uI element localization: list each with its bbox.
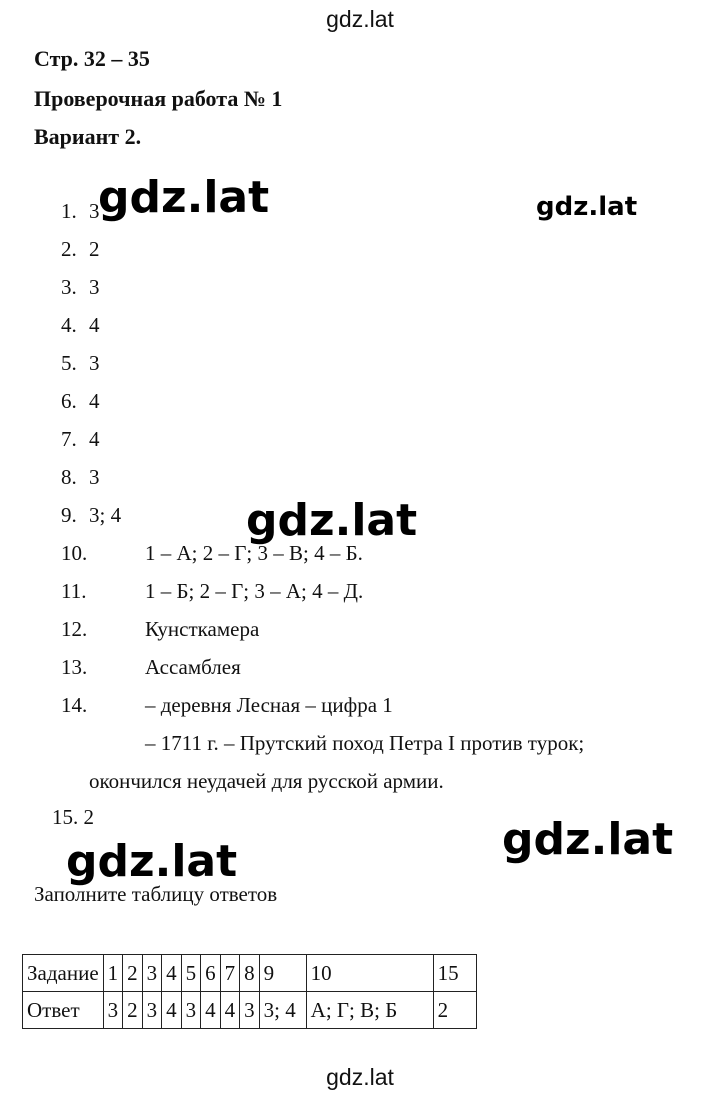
- answer-cell: 4: [201, 992, 221, 1029]
- task-cell: 2: [123, 955, 143, 992]
- answer-14-continuation: – 1711 г. – Прутский поход Петра I против турок;: [145, 731, 585, 755]
- task-cell: 1: [103, 955, 123, 992]
- task-cell: 4: [162, 955, 182, 992]
- answer-cell: 3; 4: [259, 992, 306, 1029]
- variant-label: Вариант 2.: [34, 124, 142, 149]
- page-title: Проверочная работа № 1: [34, 86, 283, 111]
- answer-cell: А; Г; В; Б: [306, 992, 433, 1029]
- table-caption: Заполните таблицу ответов: [34, 882, 278, 906]
- table-row: [23, 955, 477, 992]
- answer-cell: 3: [181, 992, 201, 1029]
- task-cell: 15: [433, 955, 476, 992]
- answers-long-list: 10. 1 – А; 2 – Г; 3 – В; 4 – Б. 11. 1 – Б; 2 – Г; 3 – А; 4 – Д. 12. Кунсткамера 13. Ассамблея 14. – деревня Лесная – цифра 1: [61, 541, 393, 717]
- watermark-large: gdz.lat: [502, 814, 674, 865]
- table-row: [23, 992, 477, 1029]
- answer-14-continuation: окончился неудачей для русской армии.: [89, 769, 444, 793]
- answer-cell: 3: [142, 992, 162, 1029]
- table-row-header: Задание: [23, 955, 104, 992]
- answer-cell: 3: [240, 992, 260, 1029]
- answer-cell: 2: [123, 992, 143, 1029]
- answers-short-list: 1. 3 2. 2 3. 3 4. 4 5. 3 6. 4 7. 4 8. 3 9. 3; 4: [61, 199, 122, 527]
- task-cell: 10: [306, 955, 433, 992]
- task-cell: 5: [181, 955, 201, 992]
- watermark-large: gdz.lat: [246, 495, 418, 546]
- watermark-large: gdz.lat: [98, 172, 270, 223]
- watermark-top: gdz.lat: [326, 6, 394, 32]
- page-range: Стр. 32 – 35: [34, 46, 150, 71]
- answers-table: [22, 954, 477, 1029]
- watermark-large: gdz.lat: [66, 836, 238, 887]
- answer-cell: 3: [103, 992, 123, 1029]
- watermark-small-right: gdz.lat: [536, 192, 638, 222]
- task-cell: 8: [240, 955, 260, 992]
- task-cell: 6: [201, 955, 221, 992]
- watermark-bottom: gdz.lat: [326, 1064, 394, 1090]
- answer-cell: 2: [433, 992, 476, 1029]
- answer-cell: 4: [162, 992, 182, 1029]
- task-cell: 3: [142, 955, 162, 992]
- table-row-header: Ответ: [23, 992, 104, 1029]
- task-cell: 7: [220, 955, 240, 992]
- answer-cell: 4: [220, 992, 240, 1029]
- task-cell: 9: [259, 955, 306, 992]
- answer-15: 15. 2: [52, 805, 94, 824]
